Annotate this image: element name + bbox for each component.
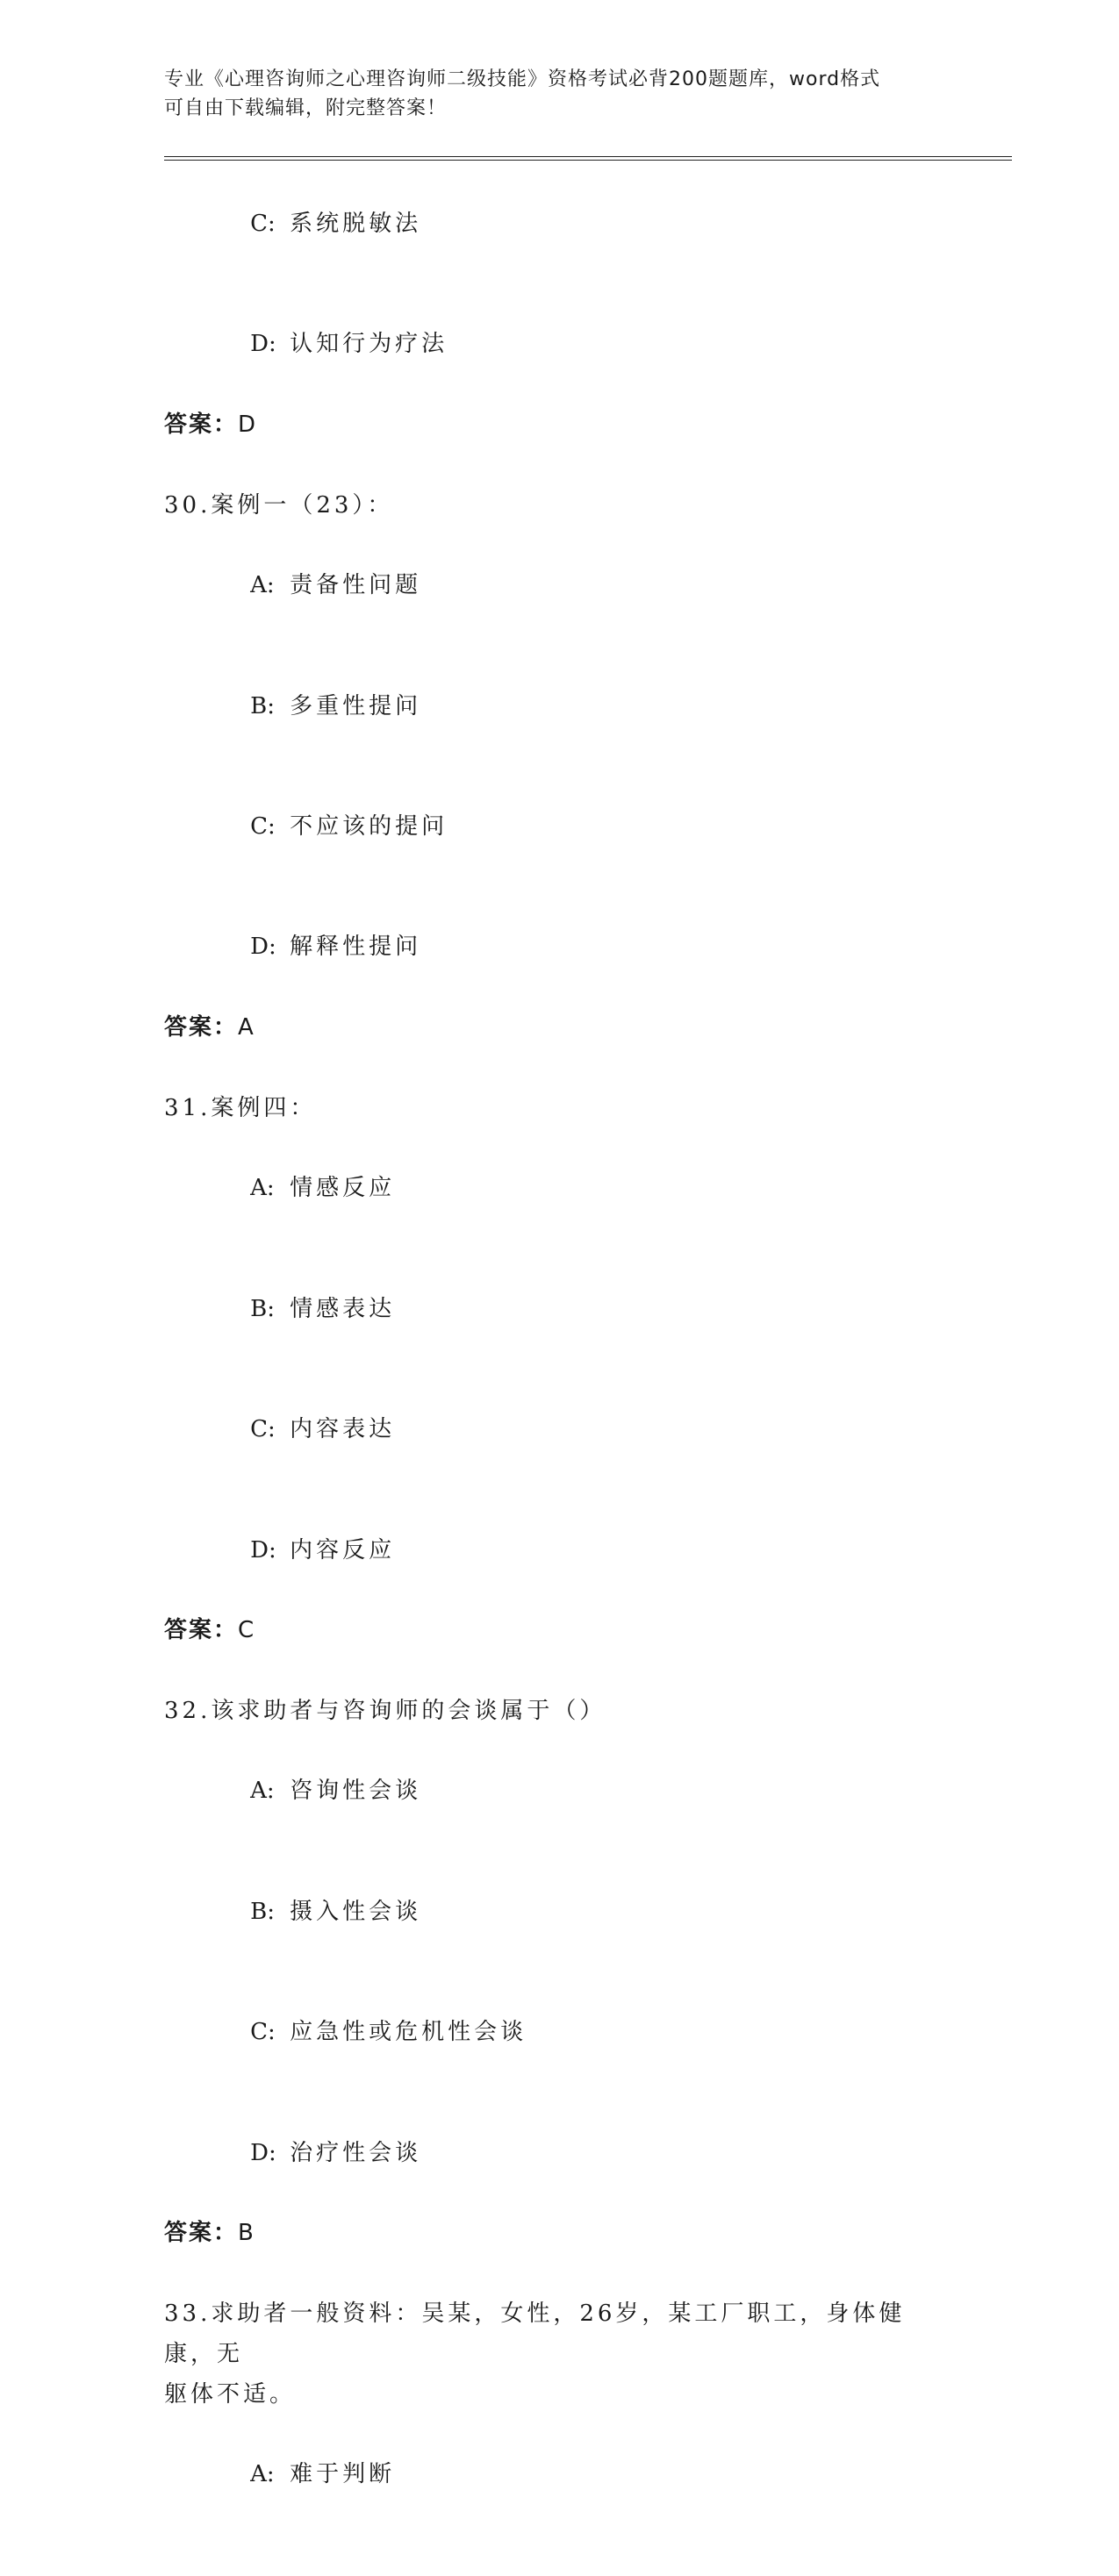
option-row [164,1852,954,1972]
answer-row [164,405,954,446]
option-letter: A: [250,2461,275,2488]
header-divider-bottom [164,160,1012,161]
option-letter: C: [250,2019,276,2046]
option-letter: A: [250,572,275,599]
option-text: 不应该的提问 [290,812,448,840]
option-letter: C: [250,812,276,840]
option-letter: C: [250,1416,276,1443]
option-letter: C: [250,210,276,237]
answer-value: D [238,411,258,438]
answer-row [164,1008,954,1048]
question-stem-line-2: 躯体不适。 [164,2380,297,2408]
option-row [164,767,954,887]
option-row [164,2415,954,2535]
answer-value: A [238,1013,255,1041]
question-33 [164,2294,954,2536]
option-letter: B: [250,1295,275,1322]
option-text: 治疗性会谈 [290,2139,422,2166]
option-letter: A: [250,1175,275,1202]
option-letter: D: [250,1536,276,1563]
answer-row [164,2214,954,2254]
option-text: 系统脱敏法 [290,210,422,237]
option-text: 难于判断 [290,2461,396,2488]
header-line-1: 专业《心理咨询师之心理咨询师二级技能》资格考试必背200题题库，word格式 [164,68,881,90]
answer-label: 答案： [164,411,239,438]
question-list [164,164,954,2576]
option-row [164,1972,954,2093]
option-text: 情感反应 [290,1175,396,1202]
answer-value: C [238,1617,256,1644]
option-letter: B: [250,692,275,719]
option-letter: B: [250,1898,275,1925]
option-text: 责备性问题 [290,572,422,599]
option-row [164,888,954,1008]
option-letter: D: [250,934,276,961]
option-row [164,1249,954,1370]
option-text: 情感表达 [290,1295,396,1322]
option-row [164,647,954,767]
option-text: 摄入性会谈 [290,1898,422,1925]
question-stem: 31.案例四： [164,1094,317,1121]
header-line-2: 可自由下载编辑，附完整答案！ [164,97,448,119]
option-text: 内容反应 [290,1536,396,1563]
question-continued [164,164,954,446]
option-row [164,1129,954,1249]
question-32 [164,1692,954,2254]
option-text: 应急性或危机性会谈 [290,2019,527,2046]
option-row [164,284,954,404]
option-row [164,2093,954,2214]
option-letter: D: [250,331,276,358]
option-row [164,1370,954,1490]
option-text: 认知行为疗法 [290,331,448,358]
answer-label: 答案： [164,1617,239,1644]
document-header [164,65,954,123]
answer-value: B [238,2220,255,2247]
option-row [164,526,954,646]
option-letter: D: [250,2139,276,2166]
answer-label: 答案： [164,1013,239,1041]
option-text: 内容表达 [290,1416,396,1443]
header-divider-top [164,156,1012,157]
option-text: 解释性提问 [290,934,422,961]
question-stem: 32.该求助者与咨询师的会谈属于（） [164,1697,606,1724]
question-stem-line-1: 33.求助者一般资料：吴某，女性，26岁，某工厂职工，身体健康，无 [164,2301,906,2367]
option-row [164,1732,954,1852]
question-31 [164,1089,954,1651]
option-letter: A: [250,1778,275,1805]
option-row [164,164,954,284]
option-row [164,1491,954,1611]
question-30 [164,486,954,1048]
option-text: 多重性提问 [290,692,422,719]
answer-row [164,1611,954,1651]
answer-label: 答案： [164,2220,239,2247]
option-text: 咨询性会谈 [290,1778,422,1805]
question-stem: 30.案例一（23）： [164,491,394,519]
